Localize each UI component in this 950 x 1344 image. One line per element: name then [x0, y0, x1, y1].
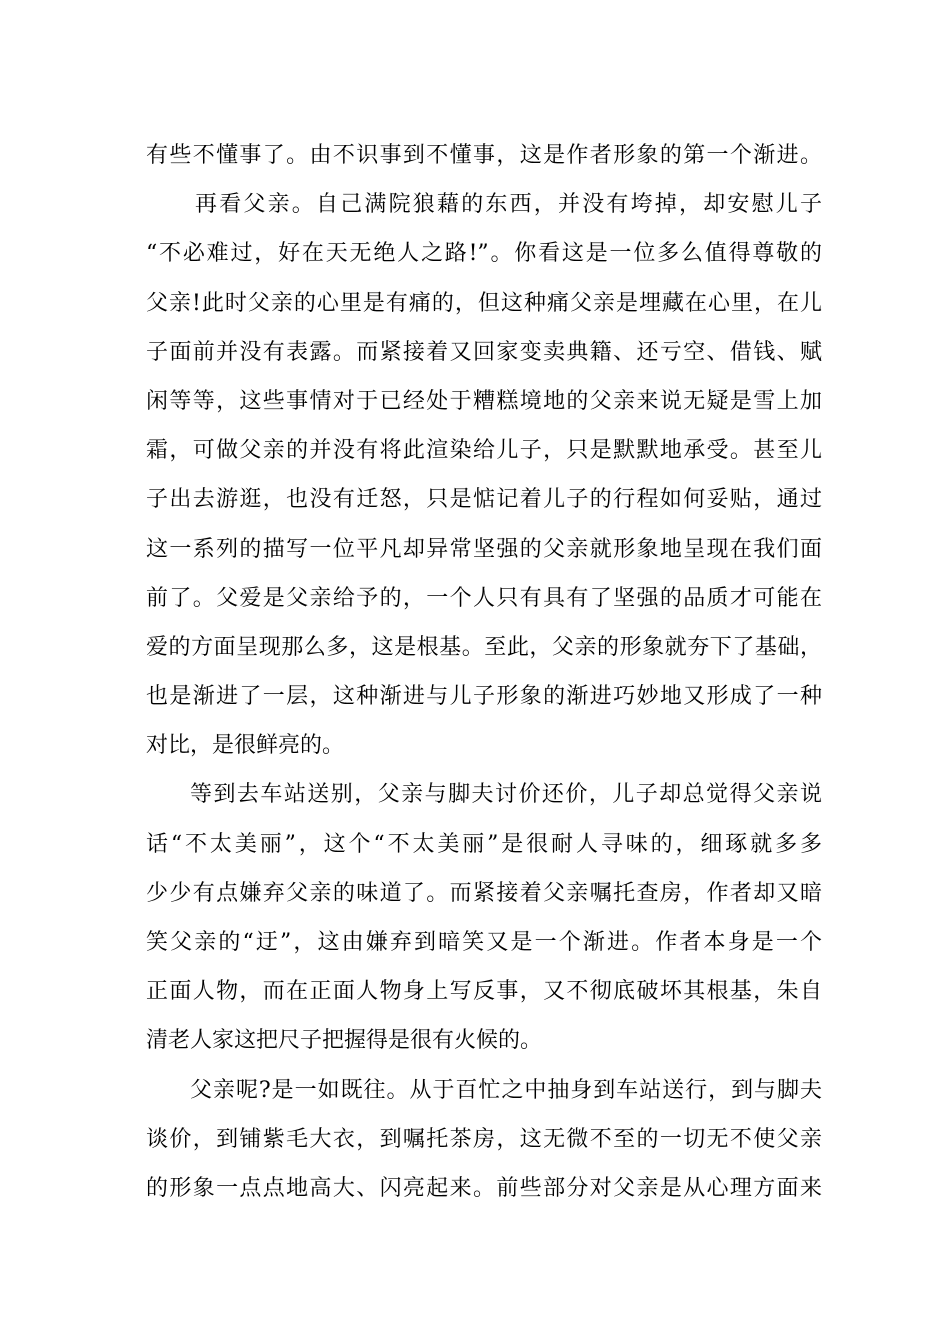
- text-line: 闲等等，这些事情对于已经处于糟糕境地的父亲来说无疑是雪上加: [146, 388, 822, 414]
- paragraph-last-line: 对比，是很鲜亮的。: [146, 733, 345, 759]
- text-line: 子出去游逛，也没有迁怒，只是惦记着儿子的行程如何妥贴，通过: [146, 487, 822, 513]
- paragraph-first-line: 等到去车站送别，父亲与脚夫讨价还价，儿子却总觉得父亲说: [190, 782, 822, 808]
- text-line: 有些不懂事了。由不识事到不懂事，这是作者形象的第一个渐进。: [146, 143, 822, 168]
- text-line: 爱的方面呈现那么多，这是根基。至此，父亲的形象就夯下了基础，: [146, 634, 822, 660]
- body-text: [146, 131, 822, 1213]
- text-line: 霜，可做父亲的并没有将此渲染给儿子，只是默默地承受。甚至儿: [146, 438, 822, 464]
- text-line: 这一系列的描写一位平凡却异常坚强的父亲就形象地呈现在我们面: [146, 536, 822, 562]
- text-line: 少少有点嫌弃父亲的味道了。而紧接着父亲嘱托查房，作者却又暗: [146, 880, 822, 906]
- text-line: 子面前并没有表露。而紧接着又回家变卖典籍、还亏空、借钱、赋: [146, 339, 822, 365]
- text-line: 前了。父爱是父亲给予的，一个人只有具有了坚强的品质才可能在: [146, 585, 822, 611]
- text-line: 的形象一点点地高大、闪亮起来。前些部分对父亲是从心理方面来: [146, 1175, 822, 1201]
- paragraph-last-line: 清老人家这把尺子把握得是很有火候的。: [146, 1028, 543, 1054]
- text-line: 笑父亲的“迂”，这由嫌弃到暗笑又是一个渐进。作者本身是一个: [146, 930, 822, 955]
- text-line: 父亲!此时父亲的心里是有痛的，但这种痛父亲是埋藏在心里，在儿: [146, 290, 822, 316]
- text-line: “不必难过，好在天无绝人之路!”。你看这是一位多么值得尊敬的: [146, 241, 822, 267]
- text-line: 也是渐进了一层，这种渐进与儿子形象的渐进巧妙地又形成了一种: [146, 684, 822, 710]
- text-line: 谈价，到铺紫毛大衣，到嘱托茶房，这无微不至的一切无不使父亲: [146, 1126, 822, 1152]
- text-line: 正面人物，而在正面人物身上写反事，又不彻底破坏其根基，朱自: [146, 979, 822, 1005]
- paragraph-first-line: 再看父亲。自己满院狼藉的东西，并没有垮掉，却安慰儿子: [195, 192, 822, 218]
- text-line: 话“不太美丽”，这个“不太美丽”是很耐人寻味的，细琢就多多: [146, 831, 822, 857]
- paragraph-first-line: 父亲呢?是一如既往。从于百忙之中抽身到车站送行，到与脚夫: [190, 1077, 822, 1103]
